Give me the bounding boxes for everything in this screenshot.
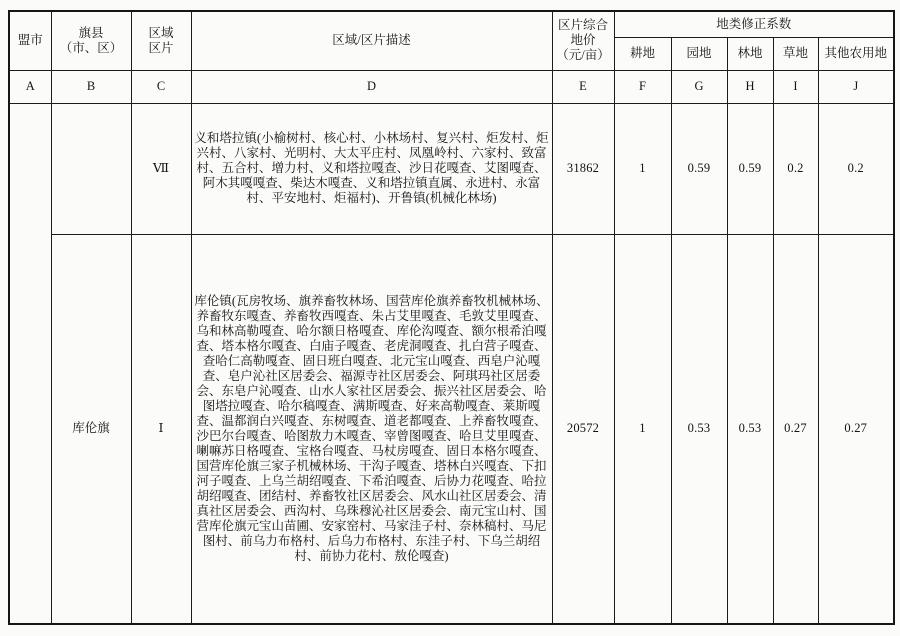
column-letter-i: I <box>773 70 818 103</box>
header-composite-price <box>552 11 614 70</box>
cell-other-agri-coefficient: 0.2 <box>818 103 894 234</box>
header-composite-price-line2: 地价 <box>570 33 596 48</box>
header-banner-county <box>51 11 131 70</box>
column-letter-b: B <box>51 70 131 103</box>
cell-banner-county: 库伦旗 <box>51 234 131 624</box>
header-cultivated-land: 耕地 <box>614 37 671 70</box>
cell-cultivated-coefficient: 1 <box>614 103 671 234</box>
cell-league-city <box>9 103 51 624</box>
cell-description: 库伦镇(瓦房牧场、旗养畜牧林场、国营库伦旗养畜牧机械林场、养畜牧东嘎查、养畜牧西嘎查、朱占艾里嘎查、毛敦艾里嘎查、乌和林高勒嘎查、哈尔额日格嘎查、库伦沟嘎查、额尔根希泊嘎查、塔本格尔嘎查、白庙子嘎查、老虎洞嘎查、扎白营子嘎查、查哈仁高勒嘎查、固日班白嘎查、北元宝山嘎查、西皂户沁嘎查、皂户沁社区居委会、福源寺社区居委会、阿琪玛社区居委会、东皂户沁嘎查、山水人家社区居委会、振兴社区居委会、哈图塔拉嘎查、哈尔稿嘎查、满斯嘎查、好来高勒嘎查、莱斯嘎查、温都润白兴嘎查、东树嘎查、道老都嘎查、上养畜牧嘎查、沙巴尔台嘎查、哈图敖力木嘎查、宰曾图嘎查、哈旦艾里嘎查、喇嘛苏日格嘎查、宝格台嘎查、马杖房嘎查、固日本格尔嘎查、国营库伦旗三家子机械林场、干沟子嘎查、塔林白兴嘎查、下扣河子嘎查、上乌兰胡绍嘎查、下希泊嘎查、后协力花嘎查、哈拉胡绍嘎查、团结村、养畜牧社区居委会、风水山社区居委会、清真社区居委会、西沟村、乌珠穆沁社区居委会、南元宝山村、国营库伦旗元宝山苗圃、安家窑村、马家洼子村、奈林稿村、马尼图村、前乌力布格村、后乌力布格村、东洼子村、下乌兰胡绍村、前协力花村、敖伦嘎查) <box>191 234 552 624</box>
cell-other-agri-coefficient: 0.27 <box>818 234 894 624</box>
cell-garden-coefficient: 0.59 <box>671 103 727 234</box>
column-letter-c: C <box>131 70 191 103</box>
header-league-city-label: 盟市 <box>17 33 43 48</box>
header-description <box>191 11 552 70</box>
column-letter-g: G <box>671 70 727 103</box>
header-grass-land: 草地 <box>773 37 818 70</box>
cell-forest-coefficient: 0.53 <box>727 234 773 624</box>
header-banner-county-line2: （市、区） <box>59 40 123 55</box>
column-letter-e: E <box>552 70 614 103</box>
column-letter-h: H <box>727 70 773 103</box>
cell-banner-county <box>51 103 131 234</box>
cell-zone-code: Ⅰ <box>131 234 191 624</box>
cell-grass-coefficient: 0.2 <box>773 103 818 234</box>
header-zone-line2: 区片 <box>148 40 174 55</box>
header-coefficient-group: 地类修正系数 <box>614 11 894 37</box>
header-banner-county-line1: 旗县 <box>78 25 104 40</box>
cell-zone-code: Ⅶ <box>131 103 191 234</box>
cell-cultivated-coefficient: 1 <box>614 234 671 624</box>
header-league-city <box>9 11 51 70</box>
column-letter-a: A <box>9 70 51 103</box>
land-price-table <box>8 10 895 625</box>
header-description-label: 区域/区片描述 <box>332 33 411 48</box>
cell-composite-price: 20572 <box>552 234 614 624</box>
cell-grass-coefficient: 0.27 <box>773 234 818 624</box>
cell-description: 义和塔拉镇(小榆树村、核心村、小林场村、复兴村、炬发村、炬兴村、八家村、光明村、大太平庄村、凤凰岭村、六家村、致富村、五合村、增力村、义和塔拉嘎查、沙日花嘎查、艾图嘎查、阿木其嘎嘎查、柴达木嘎查、义和塔拉镇直属、永进村、永富村、平安地村、炬福村)、开鲁镇(机械化林场) <box>191 103 552 234</box>
table-row <box>9 234 894 624</box>
header-forest-land: 林地 <box>727 37 773 70</box>
header-other-agricultural-land: 其他农用地 <box>818 37 894 70</box>
cell-composite-price: 31862 <box>552 103 614 234</box>
header-composite-price-line1: 区片综合 <box>557 18 608 33</box>
column-letter-j: J <box>818 70 894 103</box>
header-composite-price-line3: （元/亩） <box>556 48 610 63</box>
table-row <box>9 103 894 234</box>
header-garden-land: 园地 <box>671 37 727 70</box>
cell-garden-coefficient: 0.53 <box>671 234 727 624</box>
column-letter-d: D <box>191 70 552 103</box>
cell-forest-coefficient: 0.59 <box>727 103 773 234</box>
header-zone <box>131 11 191 70</box>
column-letter-f: F <box>614 70 671 103</box>
header-zone-line1: 区域 <box>148 25 174 40</box>
